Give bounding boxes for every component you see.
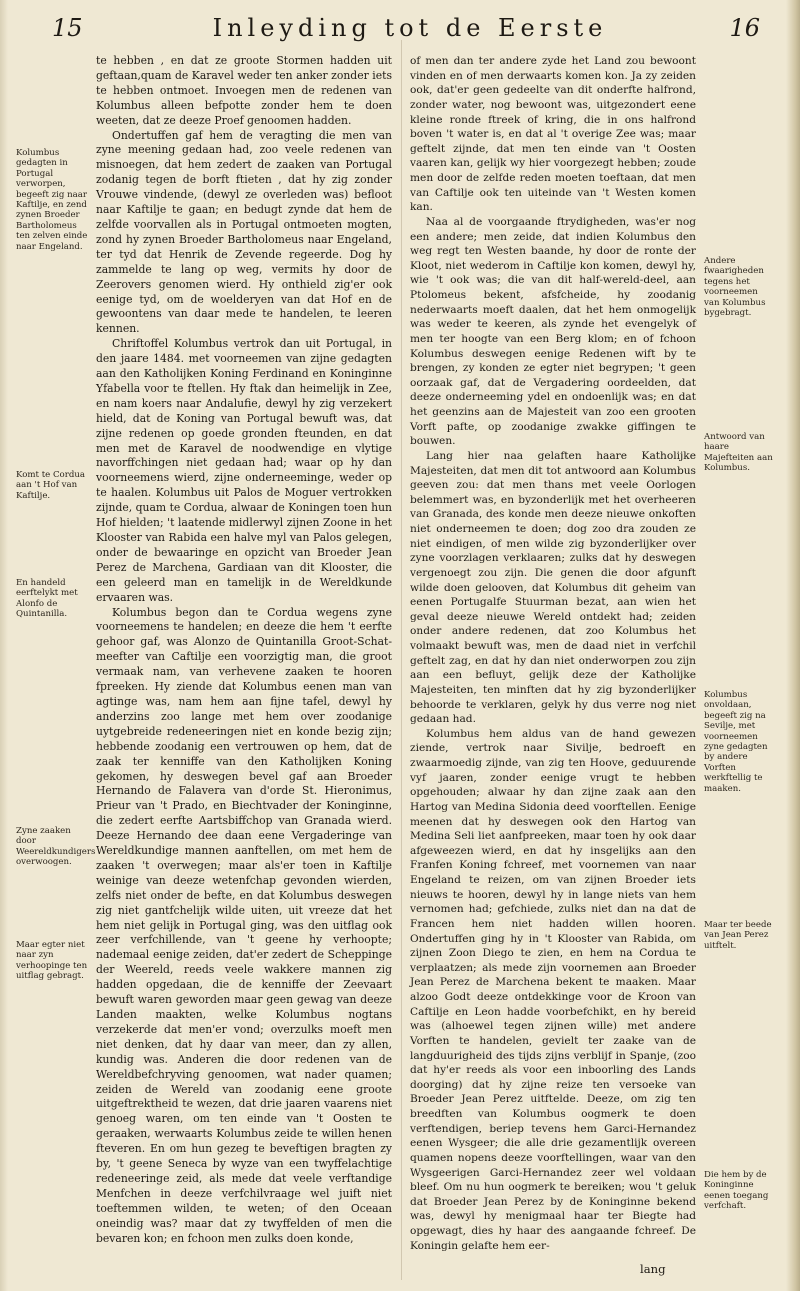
column-divider <box>401 40 402 1280</box>
margin-note-right: Andere fwaarigheden tegens het voorneemen van Kolumbus bygebragt. <box>704 256 766 319</box>
right-page-number: 16 <box>729 14 760 42</box>
catchword: lang <box>640 1262 666 1276</box>
paragraph: of men dan ter andere zyde het Land zou bewoont vinden en of men derwaarts komen kon. Ja zy zeiden ook, dat'er geen gedeelte van dit onderfte halfrond, zonder water, nog bewoont was, uitgezondert eene kleine ronde ftreek of kring, die in ons halfrond boven 't water is, en dat al 't overige Zee was; maar geftelt zijnde, dat men ten einde van 't Oosten vaaren kan, gelijk wy hier voorgezegt hebben; zoude men door de zelfde reden moeten toeftaan, dat men van Caftilje ook ten uiteinde van 't Westen komen kan. <box>410 55 696 214</box>
margin-note-left: Maar egter niet naar zyn verhoopinge ten uitflag gebragt. <box>16 940 88 982</box>
paragraph: Kolumbus hem aldus van de hand gewezen ziende, vertrok naar Sivilje, bedroeft en zwaarmoedig zijnde, van zig ten Hoove, geduurende vyf jaaren, zonder eenige vrugt te hebben opgehouden; alwaar hy dan zijne zaak aan den Hartog van Medina Sidonia deed voorftellen. Eenige meenen dat hy deswegen ook den Hartog van Medina Seli liet aanfpreeken, maar toen hy ook daar afgeweezen wierd, en dat hy insgelijks aan den Franfen Koning fchreef, met voornemen van naar Engeland te reizen, om van zijnen Broeder iets nieuws te hooren, dewyl hy in lange niets van hem vernomen had; gefchiede, zulks niet dan na dat de Francen hem niet hadden willen hooren. Ondertuffen ging hy in 't Klooster van Rabida, om zijnen Zoon Diego te zien, en hem na Cordua te verplaatzen; als mede zijn voornemen aan Broeder Jean Perez de Marchena bekent te maaken. Maar alzoo Godt deeze ontdekkinge voor de Kroon van Caftilje en Leon hadde voorbefchikt, en hy bereid was (alhoewel tegen zijnen wille) met andere Vorften te handelen, gevielt ter zaake van de langduurigheid des tijds zijns verblijf in Spanje, (zoo dat hy'er reeds als voor een inboorling des Lands doorging) dat hy zijne reize ten versoeke van Broeder Jean Perez uitftelde. Deeze, om zig ten breedften van Kolumbus oogmerk te doen verftendigen, beriep tevens hem Garci-Hernandez eenen Wysgeer; die alle drie gezamentlijk overeen quamen nopens deeze voorftellingen, waar van den Wysgeerigen Garci-Hernandez zeer wel voldaan bleef. Om nu hun oogmerk te bereiken; wou 't geluk dat Broeder Jean Perez by de Koninginne bekend was, dewyl hy menigmaal haar ter Biegte had opgewagt, dies hy haar des aangaande fchreef. De Koningin gelafte hem eer- <box>410 727 696 1252</box>
margin-note-left: Komt te Cordua aan 't Hof van Kaftilje. <box>16 470 85 501</box>
margin-note-left: Kolumbus gedagten in Portugal verworpen, begeeft zig naar Kaftilje, en zend zynen Broeder Bartholomeus ten zelven einde naar Engeland. <box>16 148 88 252</box>
paragraph: Chriftoffel Kolumbus vertrok dan uit Portugal, in den jaare 1484. met voorneemen van zijne gedagten aan den Katholijken Koning Ferdinand en Koninginne Yfabella voor te ftellen. Hy ftak dan heimelijk in Zee, en nam koers naar Andalufie, dewyl hy zig verzekert hield, dat de Koning van Portugal bewuft was, dat zijne redenen op goede gronden fteunden, en dat men met de Karavel de noodwendige en vlytige navorffchingen niet gedaan had; waar op hy dan voorneemens wierd, zijne onderneeminge, weder op te haalen. Kolumbus uit Palos de Moguer vertrokken zijnde, quam te Cordua, alwaar de Koningen toen hun Hof hielden; 't laatende midlerwyl zijnen Zoone in het Klooster van Rabida een halve myl van Palos gelegen, onder de bewaaringe en opzicht van Broeder Jean Perez de Marchena, Gardiaan van dit Klooster, die een geleerd man en tamelijk in de Wereldkunde ervaaren was. <box>96 337 392 604</box>
margin-note-right: Antwoord van haare Majefteiten aan Kolumbus. <box>704 432 773 474</box>
paragraph: Ondertuffen gaf hem de veragting die men van zyne meening gedaan had, zoo veele redenen van misnoegen, dat hem zedert de zaaken van Portugal zodanig tegen de borft ftieten , dat hy zig zonder Vrouwe vindende, (dewyl ze overleden was) befloot naar Kaftilje te gaan; en bedugt zynde dat hem de zelfde voorvallen als in Portugal ontmoeten mogten, zond hy zynen Broeder Bartholomeus naar Engeland, ter tyd dat Henrik de Zevende regeerde. Dog hy zammelde te lang op weg, vermits hy door de Zeerovers genomen wierd. Hy onthield zig'er ook eenige tyd, om de woelderyen van dat Hof en de gewoontens van daar mede te handelen, te leeren kennen. <box>96 128 392 336</box>
margin-note-right: Die hem by de Koninginne eenen toegang verfchaft. <box>704 1170 769 1212</box>
margin-note-right: Kolumbus onvoldaan, begeeft zig na Sevilje, met voorneemen zyne gedagten by andere Vorften werkftellig te maaken. <box>704 690 768 794</box>
margin-note-left: Zyne zaaken door Weereldkundigers overwoogen. <box>16 826 96 868</box>
page-edge-shadow <box>786 0 800 1291</box>
paragraph: Naa al de voorgaande ftrydigheden, was'er nog een andere; men zeide, dat indien Kolumbus den weg regt ten Westen baande, hy door de ronte der Kloot, niet wederom in Caftilje kon komen, dewyl hy, wie 't ook was; die van dit half-wereld-deel, aan Ptolomeus bekent, afsfcheide, hy zoodanig nederwaarts moeft daalen, dat het hem onmogelijk was weder te keeren, als zynde het evengelyk of men ter hoogte van een Berg klom; en of fchoon Kolumbus deswegen eenige Redenen wift by te brengen, zy konden ze egter niet begrypen; 't geen oorzaak gaf, dat de Vergadering oordeelden, dat deeze onderneeming ydel en ondoenlijk was; en dat het geenzins aan de Majesteit van zoo een grooten Vorft pafte, op zoodanige zwakke giffingen te bouwen. <box>410 215 696 448</box>
left-text-column <box>96 54 392 1247</box>
right-text-column <box>410 54 696 1253</box>
margin-note-right: Maar ter beede van Jean Perez uitftelt. <box>704 920 772 951</box>
paragraph: Kolumbus begon dan te Cordua wegens zyne voorneemens te handelen; en deeze die hem 't eerfte gehoor gaf, was Alonzo de Quintanilla Groot-Schat-meefter van Caftilje een voorzigtig man, die groot vermaak nam, van verhevene zaaken te hooren fpreeken. Hy ziende dat Kolumbus eenen man van agtinge was, nam hem aan fijne tafel, dewyl hy anderzins zoo lange met hem over zoodanige uytgebreide redeneeringen niet en konde bezig zijn; hebbende zoodanig een vertrouwen op hem, dat de zaak ter kenniffe van den Katholijken Koning gekomen, hy deswegen bevel gaf aan Broeder Hernando de Falavera van d'orde St. Hieronimus, Prieur van 't Prado, en Biechtvader der Koninginne, die zedert eerfte Aartsbiffchop van Granada wierd. Deeze Hernando dee daan eene Vergaderinge van Wereldkundige mannen aanftellen, om met hem de zaaken 't overwegen; maar als'er toen in Kaftilje weinige van deeze wetenfchap gevonden wierden, zelfs niet onder de befte, en dat Kolumbus deswegen zig niet gantfchelijk wilde uiten, uit vreeze dat het hem niet gelijk in Portugal ging, was den uitflag ook zeer verfchillende, van 't geene hy verhoopte; nademaal eenige zeiden, dat'er zedert de Scheppinge der Weereld, reeds veele wakkere mannen zig hadden opgedaan, die de kenniffe der Zeevaart bewuft waren geworden maar geen gewag van deeze Landen maakten, welke Kolumbus nogtans verzekerde dat men'er vond; overzulks moeft men niet denken, dat hy daar van meer, dan zy allen, kundig was. Anderen die door redenen van de Wereldbefchryving genoomen, wat nader quamen; zeiden de Wereld van zoodanig eene groote uitgeftrektheid te wezen, dat drie jaaren vaarens niet genoeg waren, om ten einde van 't Oosten te geraaken, werwaarts Kolumbus zeide te willen henen fteveren. En om hun gezeg te beveftigen bragten zy by, 't geene Seneca by wyze van een twyffelachtige redeneeringe zeid, als mede dat veele verftandige Menfchen in deeze verfchilvraage wel juift niet toeftemmen wilden, te weten; of den Oceaan oneindig was? maar dat zy twyffelden of men die bevaren kon; en fchoon men zulks doen konde, <box>96 605 392 1245</box>
paragraph: te hebben , en dat ze groote Stormen hadden uit geftaan,quam de Karavel weder ten anker zonder iets te hebben ontmoet. Invoegen men de redenen van Kolumbus alleen befpotte zonder hem te doen weeten, dat ze deeze Proef genoomen hadden. <box>96 54 392 127</box>
page-header <box>30 14 786 48</box>
left-page-number: 15 <box>52 14 83 42</box>
page-gutter-shadow <box>0 0 8 1291</box>
paragraph: Lang hier naa gelaften haare Katholijke Majesteiten, dat men dit tot antwoord aan Kolumbus geeven zou: dat men thans met veele Oorlogen belemmert was, en byzonderlijk met het overheeren van Granada, des konde men deeze nieuwe onkoften niet onderneemen te doen; dog zoo dra zouden ze niet eindigen, of men wilde zig byzonderlijker over zyne voorzlagen verklaaren; zulks dat hy deswegen vergenoegt zou zijn. Die genen die door afgunft wilde doen gelooven, dat Kolumbus dit geheim van eenen Portugalfe Stuurman bezat, aan wien het geval deeze nieuwe Wereld ontdekt had; zeiden onder andere redenen, dat zoo Kolumbus het volmaakt bewuft was, men de daad niet in verfchil geftelt zag, en dat hy dan niet onderworpen zou zijn aan een befluyt, gelijk deze der Katholijke Majesteiten, ten minften dat hy zig byzonderlijker behoorde te verklaren, gelyk hy dus verre nog niet gedaan had. <box>410 449 696 726</box>
running-title: Inleyding tot de Eerste <box>212 14 608 42</box>
margin-note-left: En handeld eerftelykt met Alonfo de Quintanilla. <box>16 578 78 620</box>
